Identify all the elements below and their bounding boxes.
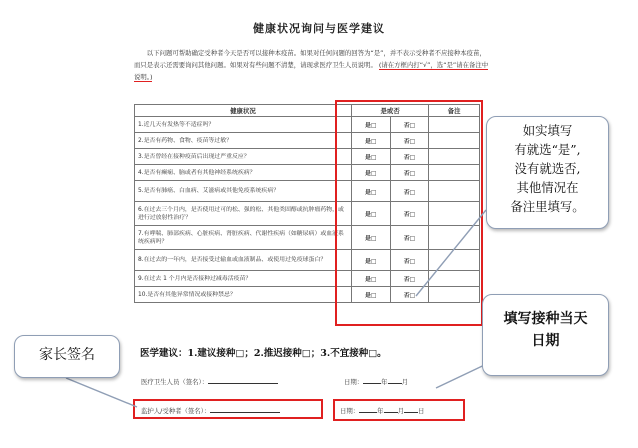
question-text: 2.是否有药物、食物、疫苗等过敏？ xyxy=(135,133,352,149)
question-text: 7.有哮喘、肺部疾病、心脏疾病、肾脏疾病、代谢性疾病（如糖尿病）或血液系统疾病吗？ xyxy=(135,226,352,250)
callout-date-line-2: 日期 xyxy=(531,333,560,349)
fill-truthfully-pointer xyxy=(416,210,486,296)
callout-date-line-1: 填写接种当天 xyxy=(503,311,588,327)
doctor-year-label: 年 xyxy=(381,378,388,386)
guardian-signature-label: 监护人/受种者（签名）： xyxy=(141,407,211,415)
callout-parent-signature: 家长签名 xyxy=(14,335,120,378)
yes-checkbox[interactable]: 是□ xyxy=(351,226,390,250)
yes-checkbox[interactable]: 是□ xyxy=(351,271,390,287)
parent-signature-pointer xyxy=(66,378,137,407)
callout-fill-line-4: 其他情况在 xyxy=(516,180,579,195)
no-checkbox[interactable]: 否□ xyxy=(390,271,429,287)
question-text: 6.在过去三个月内，是否使用过可的松、强的松、其他类固醇或抗肿瘤药物，或进行过放射性治疗？ xyxy=(135,202,352,226)
no-checkbox[interactable]: 否□ xyxy=(390,181,429,202)
header-yes-no: 是或否 xyxy=(351,105,428,117)
no-checkbox[interactable]: 否□ xyxy=(390,226,429,250)
question-text: 1.近几天有发热等不适症吗？ xyxy=(135,117,352,133)
intro-highlight-note: (请在方框内打“√”，选“是”请在备注中说明。) xyxy=(134,61,489,81)
page-title: 健康状况询问与医学建议 xyxy=(253,22,385,35)
no-checkbox[interactable]: 否□ xyxy=(390,117,429,133)
medical-advice: 医学建议：1.建议接种□；2.推迟接种□；3.不宜接种□。 xyxy=(140,348,387,359)
guardian-day-label: 日 xyxy=(417,407,425,415)
callout-fill-line-1: 如实填写 xyxy=(522,123,573,138)
question-text: 8.在过去的一年内，是否接受过输血或血液制品、或使用过免疫球蛋白？ xyxy=(135,250,352,271)
no-checkbox[interactable]: 否□ xyxy=(390,133,429,149)
callout-fill-line-5: 备注里填写。 xyxy=(510,199,585,214)
doctor-month-label: 月 xyxy=(401,378,408,386)
question-text: 9.在过去 1 个月内是否接种过减毒活疫苗？ xyxy=(135,271,352,287)
question-text: 5.是否有肺癌、白血病、艾滋病或其他免疫系统疾病？ xyxy=(135,181,352,202)
question-text: 10.是否有其他异常情况或接种禁忌？ xyxy=(135,287,352,303)
yes-checkbox[interactable]: 是□ xyxy=(351,165,390,181)
header-health-status: 健康状况 xyxy=(135,105,352,117)
no-checkbox[interactable]: 否□ xyxy=(390,149,429,165)
guardian-month-label: 月 xyxy=(397,407,404,415)
yes-checkbox[interactable]: 是□ xyxy=(351,287,390,303)
yes-checkbox[interactable]: 是□ xyxy=(351,250,390,271)
callout-fill-truthfully xyxy=(486,116,609,229)
doctor-signature-label: 医疗卫生人员（签名）： xyxy=(141,378,209,386)
callout-fill-line-2: 有就选“是”, xyxy=(514,142,581,157)
guardian-year-label: 年 xyxy=(377,407,384,415)
question-text: 3.是否曾经在接种疫苗后出现过严重反应？ xyxy=(135,149,352,165)
guardian-date-label: 日期： xyxy=(340,407,360,415)
yes-checkbox[interactable]: 是□ xyxy=(351,149,390,165)
callout-vaccination-date xyxy=(482,294,609,376)
doctor-date-label: 日期： xyxy=(344,378,364,386)
no-checkbox[interactable]: 否□ xyxy=(390,287,429,303)
yes-checkbox[interactable]: 是□ xyxy=(351,202,390,226)
no-checkbox[interactable]: 否□ xyxy=(390,165,429,181)
yes-checkbox[interactable]: 是□ xyxy=(351,117,390,133)
header-remark: 备注 xyxy=(429,105,480,117)
callout-fill-line-3: 没有就选否, xyxy=(514,161,581,176)
yes-checkbox[interactable]: 是□ xyxy=(351,181,390,202)
yes-checkbox[interactable]: 是□ xyxy=(351,133,390,149)
no-checkbox[interactable]: 否□ xyxy=(390,250,429,271)
intro-text: 以下问题可帮助确定受种者今天是否可以接种本疫苗。如果对任何问题的回答为“是”，并不表示受种者不应接种本疫苗，而只是表示还需要询问其他问题。如果对有些问题不清楚，请现求医疗卫生人员说明。 xyxy=(134,49,486,69)
question-text: 4.是否有癫痫、脑或者有其他神经系统疾病？ xyxy=(135,165,352,181)
no-checkbox[interactable]: 否□ xyxy=(390,202,429,226)
